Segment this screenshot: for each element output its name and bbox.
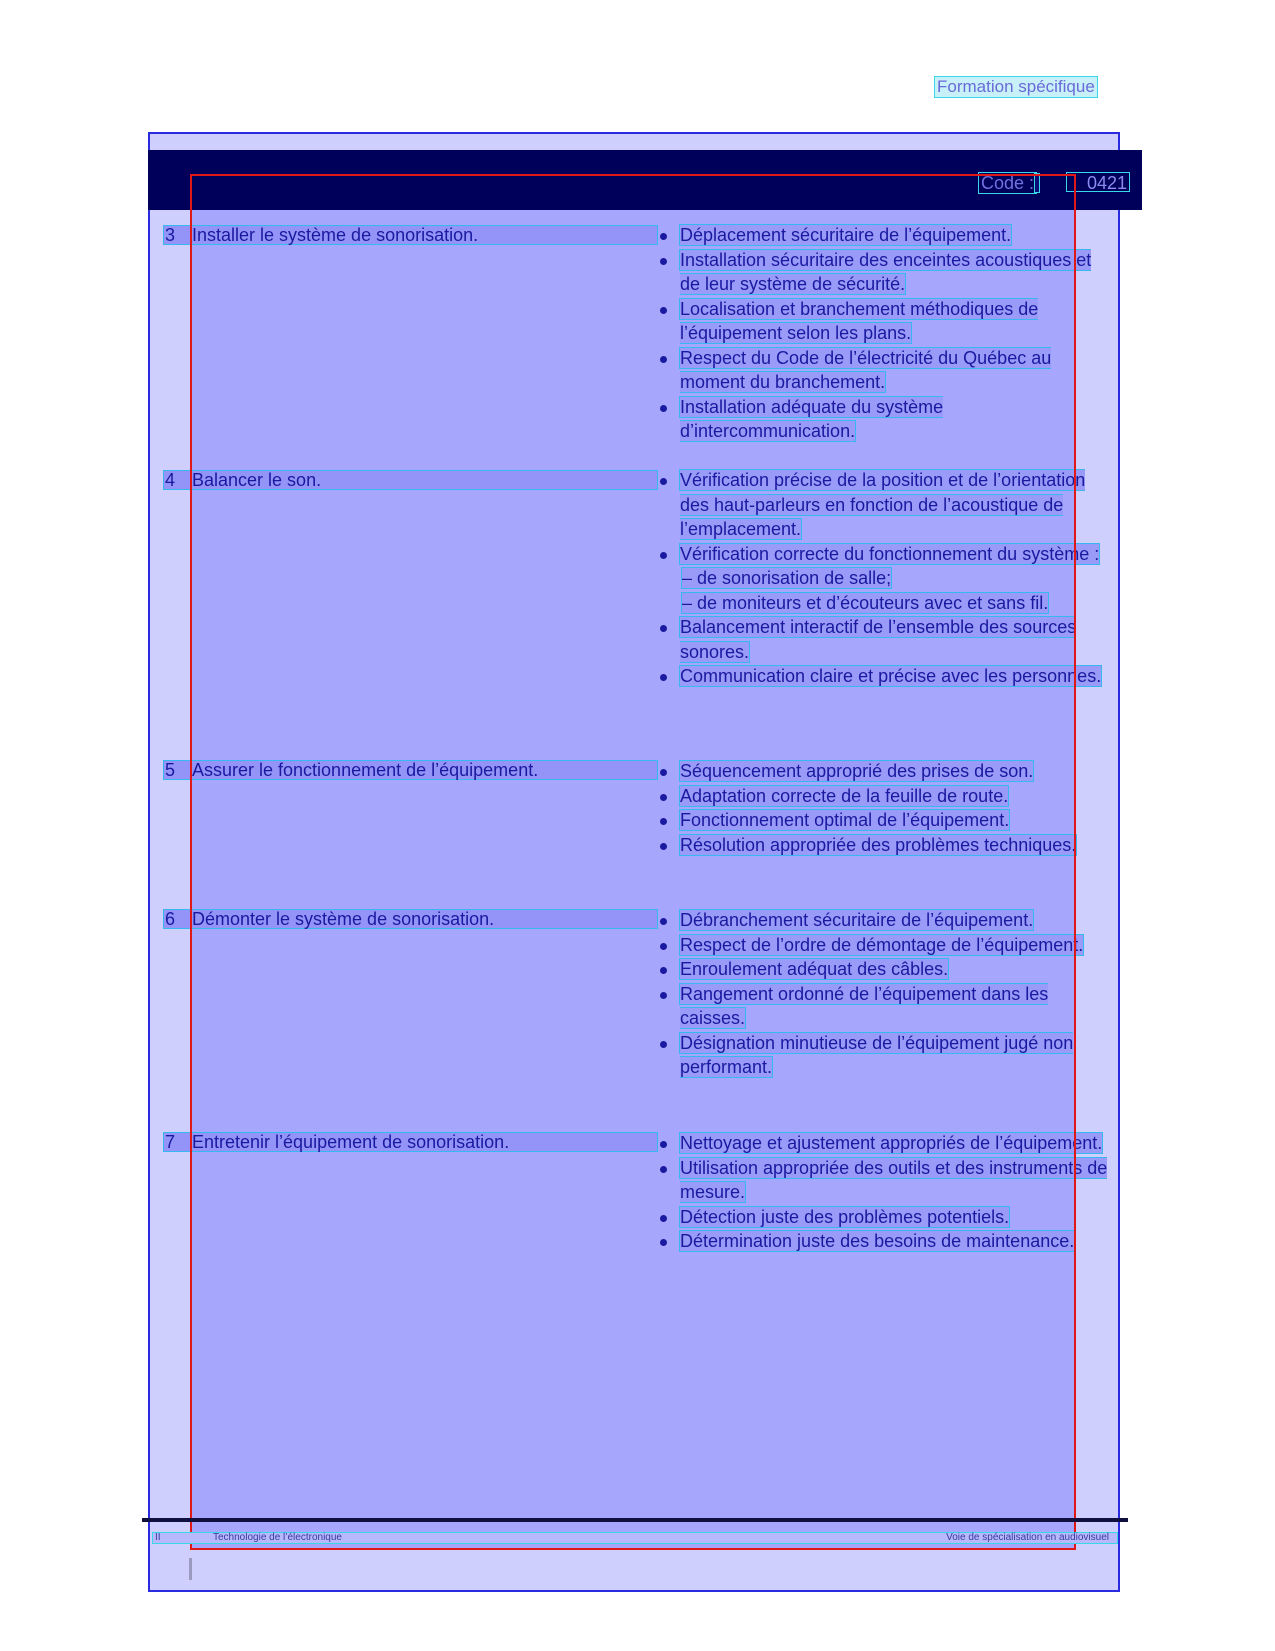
criterion: Vérification précise de la position et de l’orientation des haut-parleurs en fonction de l’acoustique de l’emplacement. (658, 468, 1108, 542)
criterion: Séquencement approprié des prises de son. (658, 759, 1108, 784)
criterion: Communication claire et précise avec les personnes. (658, 664, 1108, 689)
code-separator (1034, 173, 1040, 193)
criterion: Utilisation appropriée des outils et des instruments de mesure. (658, 1156, 1108, 1205)
section-title: Formation spécifique (934, 76, 1098, 98)
page-footer (152, 1532, 1118, 1544)
criterion: Nettoyage et ajustement appropriés de l’équipement. (658, 1131, 1108, 1156)
criterion: Localisation et branchement méthodiques de l’équipement selon les plans. (658, 297, 1108, 346)
footer-left-text: Technologie de l’électronique (213, 1532, 342, 1543)
criterion: Fonctionnement optimal de l’équipement. (658, 808, 1108, 833)
step-number: 5 (165, 760, 176, 780)
step-number: 3 (165, 225, 176, 245)
criterion: Vérification correcte du fonctionnement du système : – de sonorisation de salle; – de moniteurs et d’écouteurs avec et sans fil. (658, 542, 1108, 616)
criterion: Installation sécuritaire des enceintes acoustiques et de leur système de sécurité. (658, 248, 1108, 297)
criterion: Enroulement adéquat des câbles. (658, 957, 1108, 982)
criteria-list-4 (658, 468, 1108, 689)
sub-criterion: – de moniteurs et d’écouteurs avec et sans fil. (682, 592, 1049, 613)
criterion: Détection juste des problèmes potentiels. (658, 1205, 1108, 1230)
criterion: Déplacement sécuritaire de l’équipement. (658, 223, 1108, 248)
criteria-list-3 (658, 223, 1108, 444)
step-label: Assurer le fonctionnement de l’équipement. (192, 760, 539, 780)
footer-rule (142, 1518, 1128, 1522)
text-cursor (189, 1558, 192, 1580)
step-number: 6 (165, 909, 176, 929)
step-label: Démonter le système de sonorisation. (192, 909, 495, 929)
criterion: Installation adéquate du système d’intercommunication. (658, 395, 1108, 444)
criteria-list-6 (658, 908, 1108, 1080)
footer-right-text: Voie de spécialisation en audiovisuel (946, 1532, 1109, 1543)
criterion: Débranchement sécuritaire de l’équipement. (658, 908, 1108, 933)
criterion: Respect du Code de l’électricité du Québec au moment du branchement. (658, 346, 1108, 395)
step-6 (163, 909, 658, 929)
step-label: Installer le système de sonorisation. (192, 225, 479, 245)
criterion: Adaptation correcte de la feuille de route. (658, 784, 1108, 809)
step-number: 4 (165, 470, 176, 490)
criterion: Désignation minutieuse de l’équipement jugé non performant. (658, 1031, 1108, 1080)
step-3 (163, 225, 658, 245)
step-7 (163, 1132, 658, 1152)
step-label: Entretenir l’équipement de sonorisation. (192, 1132, 510, 1152)
code-value: 0421 (1066, 172, 1130, 192)
step-5 (163, 760, 658, 780)
criterion: Détermination juste des besoins de maintenance. (658, 1229, 1108, 1254)
sub-criterion: – de sonorisation de salle; (682, 568, 892, 588)
criterion: Résolution appropriée des problèmes techniques. (658, 833, 1108, 858)
step-number: 7 (165, 1132, 176, 1152)
criteria-list-7 (658, 1131, 1108, 1254)
step-label: Balancer le son. (192, 470, 322, 490)
page-marker: II (155, 1532, 161, 1543)
criterion: Respect de l’ordre de démontage de l’équipement. (658, 933, 1108, 958)
criterion: Rangement ordonné de l’équipement dans les caisses. (658, 982, 1108, 1031)
criterion: Balancement interactif de l’ensemble des sources sonores. (658, 615, 1108, 664)
criteria-list-5 (658, 759, 1108, 857)
code-label: Code : (978, 172, 1037, 194)
step-4 (163, 470, 658, 490)
